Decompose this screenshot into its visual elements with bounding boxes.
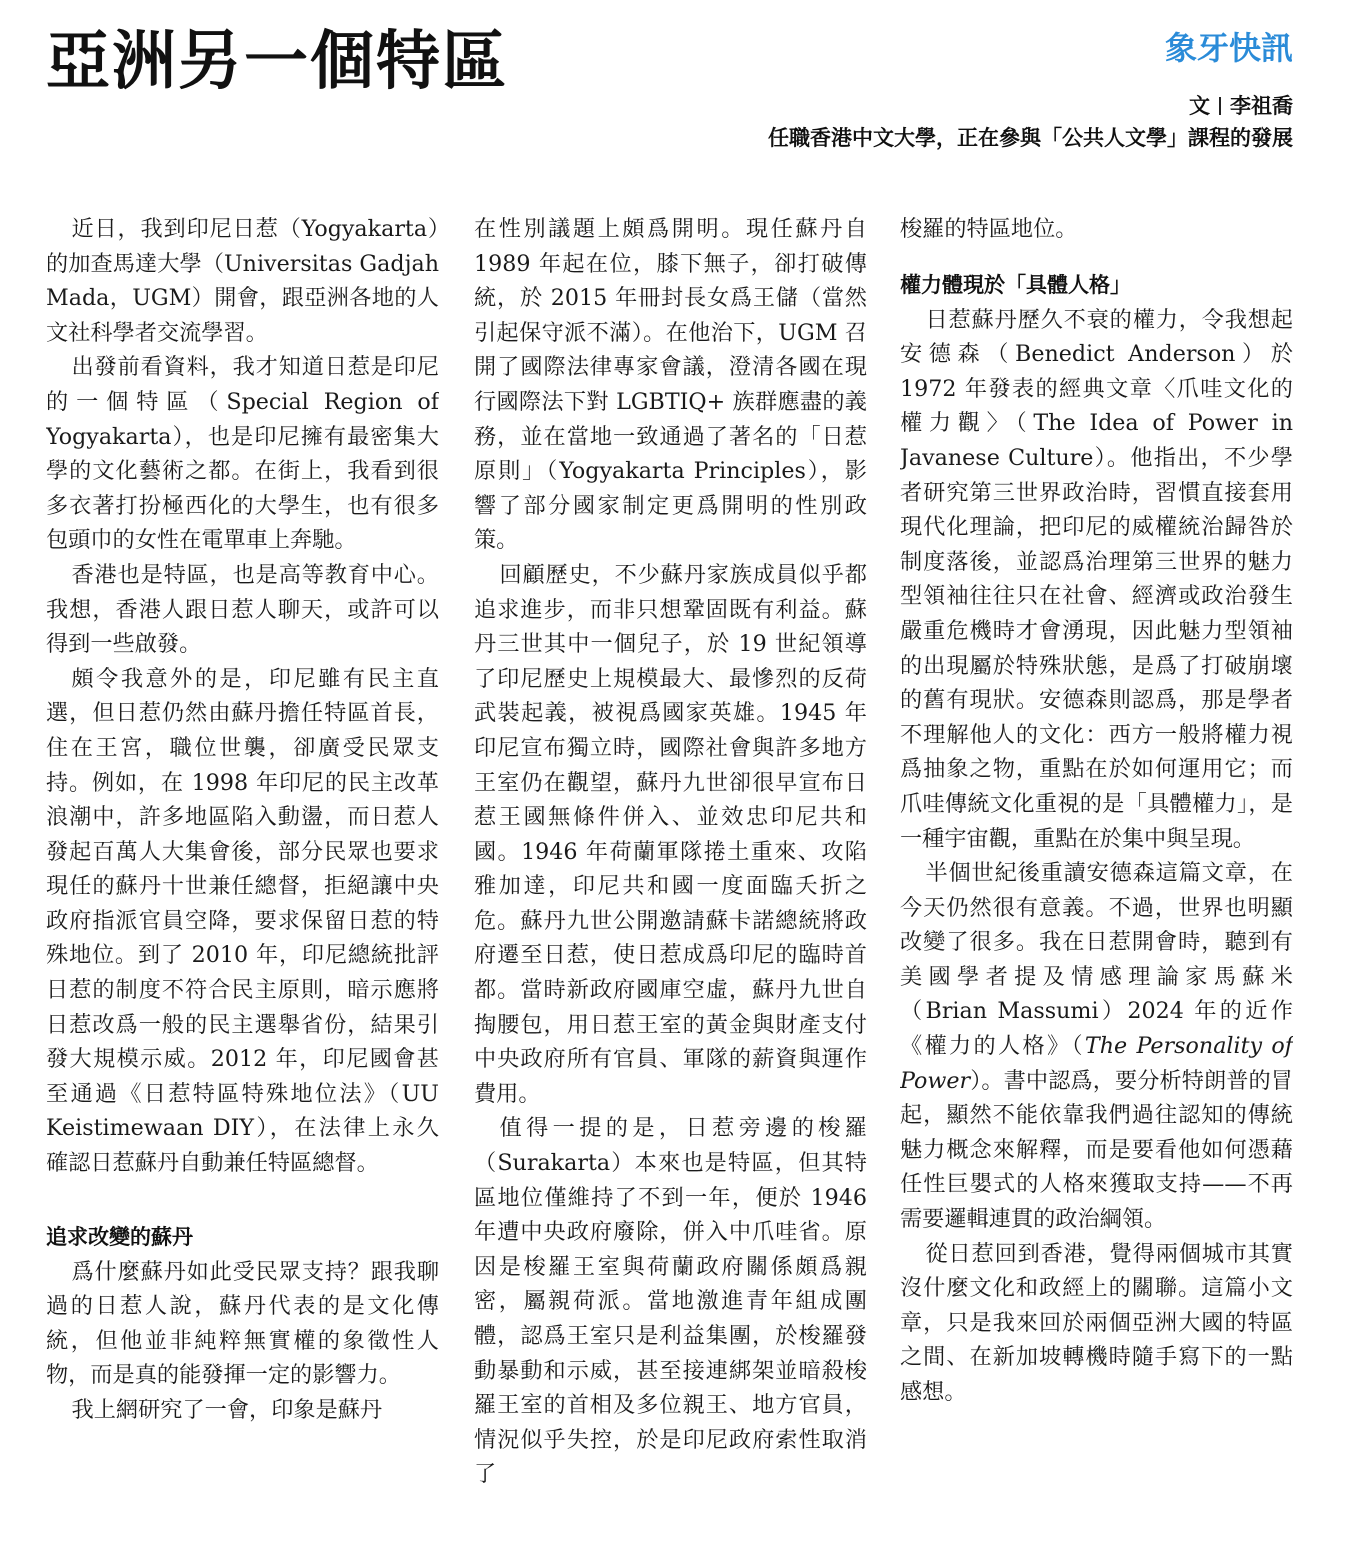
author-name: 李祖喬 <box>1230 94 1293 118</box>
paragraph-text: ）。書中認爲，要分析特朗普的冒起，顯然不能依靠我們過往認知的傳統魅力概念來解釋，而是要看他如何憑藉任性巨嬰式的人格來獲取支持——不再需要邏輯連貫的政治綱領。 <box>900 1067 1293 1233</box>
paragraph: 在性別議題上頗爲開明。現任蘇丹自 1989 年起在位，膝下無子，卻打破傳統，於 2015 年冊封長女爲王儲（當然引起保守派不滿）。在他治下，UGM 召開了國際法律專家會議，澄清各國在現行國際法下對 LGBTIQ+ 族群應盡的義務，並在當地一致通過了著名的「日惹原則」（Yogyakarta Principles），影響了部分國家制定更爲開明的性別政策。 <box>474 216 867 554</box>
paragraph: 回顧歷史，不少蘇丹家族成員似乎都追求進步，而非只想鞏固既有利益。蘇丹三世其中一個兒子，於 19 世紀領導了印尼歷史上規模最大、最慘烈的反荷武裝起義，被視爲國家英雄。1945 年印尼宣布獨立時，國際社會與許多地方王室仍在觀望，蘇丹九世卻很早宣布日惹王國無條件併入、並效忠印尼共和國。1946 年荷蘭軍隊捲土重來、攻陷雅加達，印尼共和國一度面臨夭折之危。蘇丹九世公開邀請蘇卡諾總統將政府遷至日惹，使日惹成爲印尼的臨時首都。當時新政府國庫空虛，蘇丹九世自掏腰包，用日惹王室的黃金與財產支付中央政府所有官員、軍隊的薪資與運作費用。 <box>474 561 867 1107</box>
author-bio: 任職香港中文大學，正在參與「公共人文學」課程的發展 <box>768 126 1293 150</box>
paragraph: 我上網研究了一會，印象是蘇丹 <box>71 1397 383 1423</box>
paragraph: 日惹蘇丹歷久不衰的權力，令我想起安德森（Benedict Anderson）於 1972 年發表的經典文章〈爪哇文化的權力觀〉（The Idea of Power in Javanese Culture）。他指出，不少學者研究第三世界政治時，習慣直接套用現代化理論，把印尼的威權統治歸咎於制度落後，並認爲治理第三世界的魅力型領袖往往只在社會、經濟或政治發生嚴重危機時才會湧現，因此魅力型領袖的出現屬於特殊狀態，是爲了打破崩壞的舊有現狀。安德森則認爲，那是學者不理解他人的文化：西方一般將權力視爲抽象之物，重點在於如何運用它；而爪哇傳統文化重視的是「具體權力」，是一種宇宙觀，重點在於集中與呈現。 <box>900 306 1293 852</box>
article-column-3 <box>900 212 1293 1542</box>
book-title-italic: The Personality of Power <box>900 1033 1293 1094</box>
author-line <box>768 90 1293 122</box>
paragraph: 值得一提的是，日惹旁邊的梭羅（Surakarta）本來也是特區，但其特區地位僅維持了不到一年，便於 1946 年遭中央政府廢除，併入中爪哇省。原因是梭羅王室與荷蘭政府關係頗爲親密，屬親荷派。當地激進青年組成團體，認爲王室只是利益集團，於梭羅發動暴動和示威，甚至接連綁架並暗殺梭羅王室的首相及多位親王、地方官員，情況似乎失控，於是印尼政府索性取消了 <box>474 1115 867 1488</box>
byline-separator <box>1219 97 1221 115</box>
paragraph <box>900 856 1293 1237</box>
article-column-2 <box>474 212 867 1542</box>
paragraph: 近日，我到印尼日惹（Yogyakarta）的加查馬達大學（Universitas Gadjah Mada，UGM）開會，跟亞洲各地的人文社科學者交流學習。 <box>46 216 439 346</box>
paragraph: 頗令我意外的是，印尼雖有民主直選，但日惹仍然由蘇丹擔任特區首長，住在王宮，職位世襲，卻廣受民眾支持。例如，在 1998 年印尼的民主改革浪潮中，許多地區陷入動盪，而日惹人發起百萬人大集會後，部分民眾也要求現任的蘇丹十世兼任總督，拒絕讓中央政府指派官員空降，要求保留日惹的特殊地位。到了 2010 年，印尼總統批評日惹的制度不符合民主原則，暗示應將日惹改爲一般的民主選舉省份，結果引發大規模示威。2012 年，印尼國會甚至通過《日惹特區特殊地位法》（UU Keistimewaan DIY），在法律上永久確認日惹蘇丹自動兼任特區總督。 <box>46 665 439 1177</box>
paragraph: 從日惹回到香港，覺得兩個城市其實沒什麼文化和政經上的關聯。這篇小文章，只是我來回於兩個亞洲大國的特區之間、在新加坡轉機時隨手寫下的一點感想。 <box>900 1240 1293 1405</box>
paragraph: 出發前看資料，我才知道日惹是印尼的一個特區（Special Region of Yogyakarta），也是印尼擁有最密集大學的文化藝術之都。在街上，我看到很多衣著打扮極西化的大學生，也有很多包頭巾的女性在電單車上奔馳。 <box>46 354 439 554</box>
paragraph: 香港也是特區，也是高等教育中心。我想，香港人跟日惹人聊天，或許可以得到一些啟發。 <box>46 561 439 658</box>
paragraph-text: 半個世紀後重讀安德森這篇文章，在今天仍然很有意義。不過，世界也明顯改變了很多。我在日惹開會時，聽到有美國學者提及情感理論家馬蘇米（Brian Massumi）2024 年的近作《權力的人格》（ <box>900 860 1293 1060</box>
section-heading: 追求改變的蘇丹 <box>46 1224 193 1249</box>
byline-label: 文 <box>1189 94 1210 118</box>
article-column-1 <box>46 212 439 1542</box>
section-heading: 權力體現於「具體人格」 <box>900 272 1131 297</box>
paragraph: 爲什麼蘇丹如此受民眾支持？跟我聊過的日惹人說，蘇丹代表的是文化傳統，但他並非純粹無實權的象徵性人物，而是真的能發揮一定的影響力。 <box>46 1258 439 1389</box>
article-title: 亞洲另一個特區 <box>46 25 508 99</box>
byline <box>768 90 1293 154</box>
paragraph: 梭羅的特區地位。 <box>900 216 1078 242</box>
column-name: 象牙快訊 <box>1164 29 1293 67</box>
